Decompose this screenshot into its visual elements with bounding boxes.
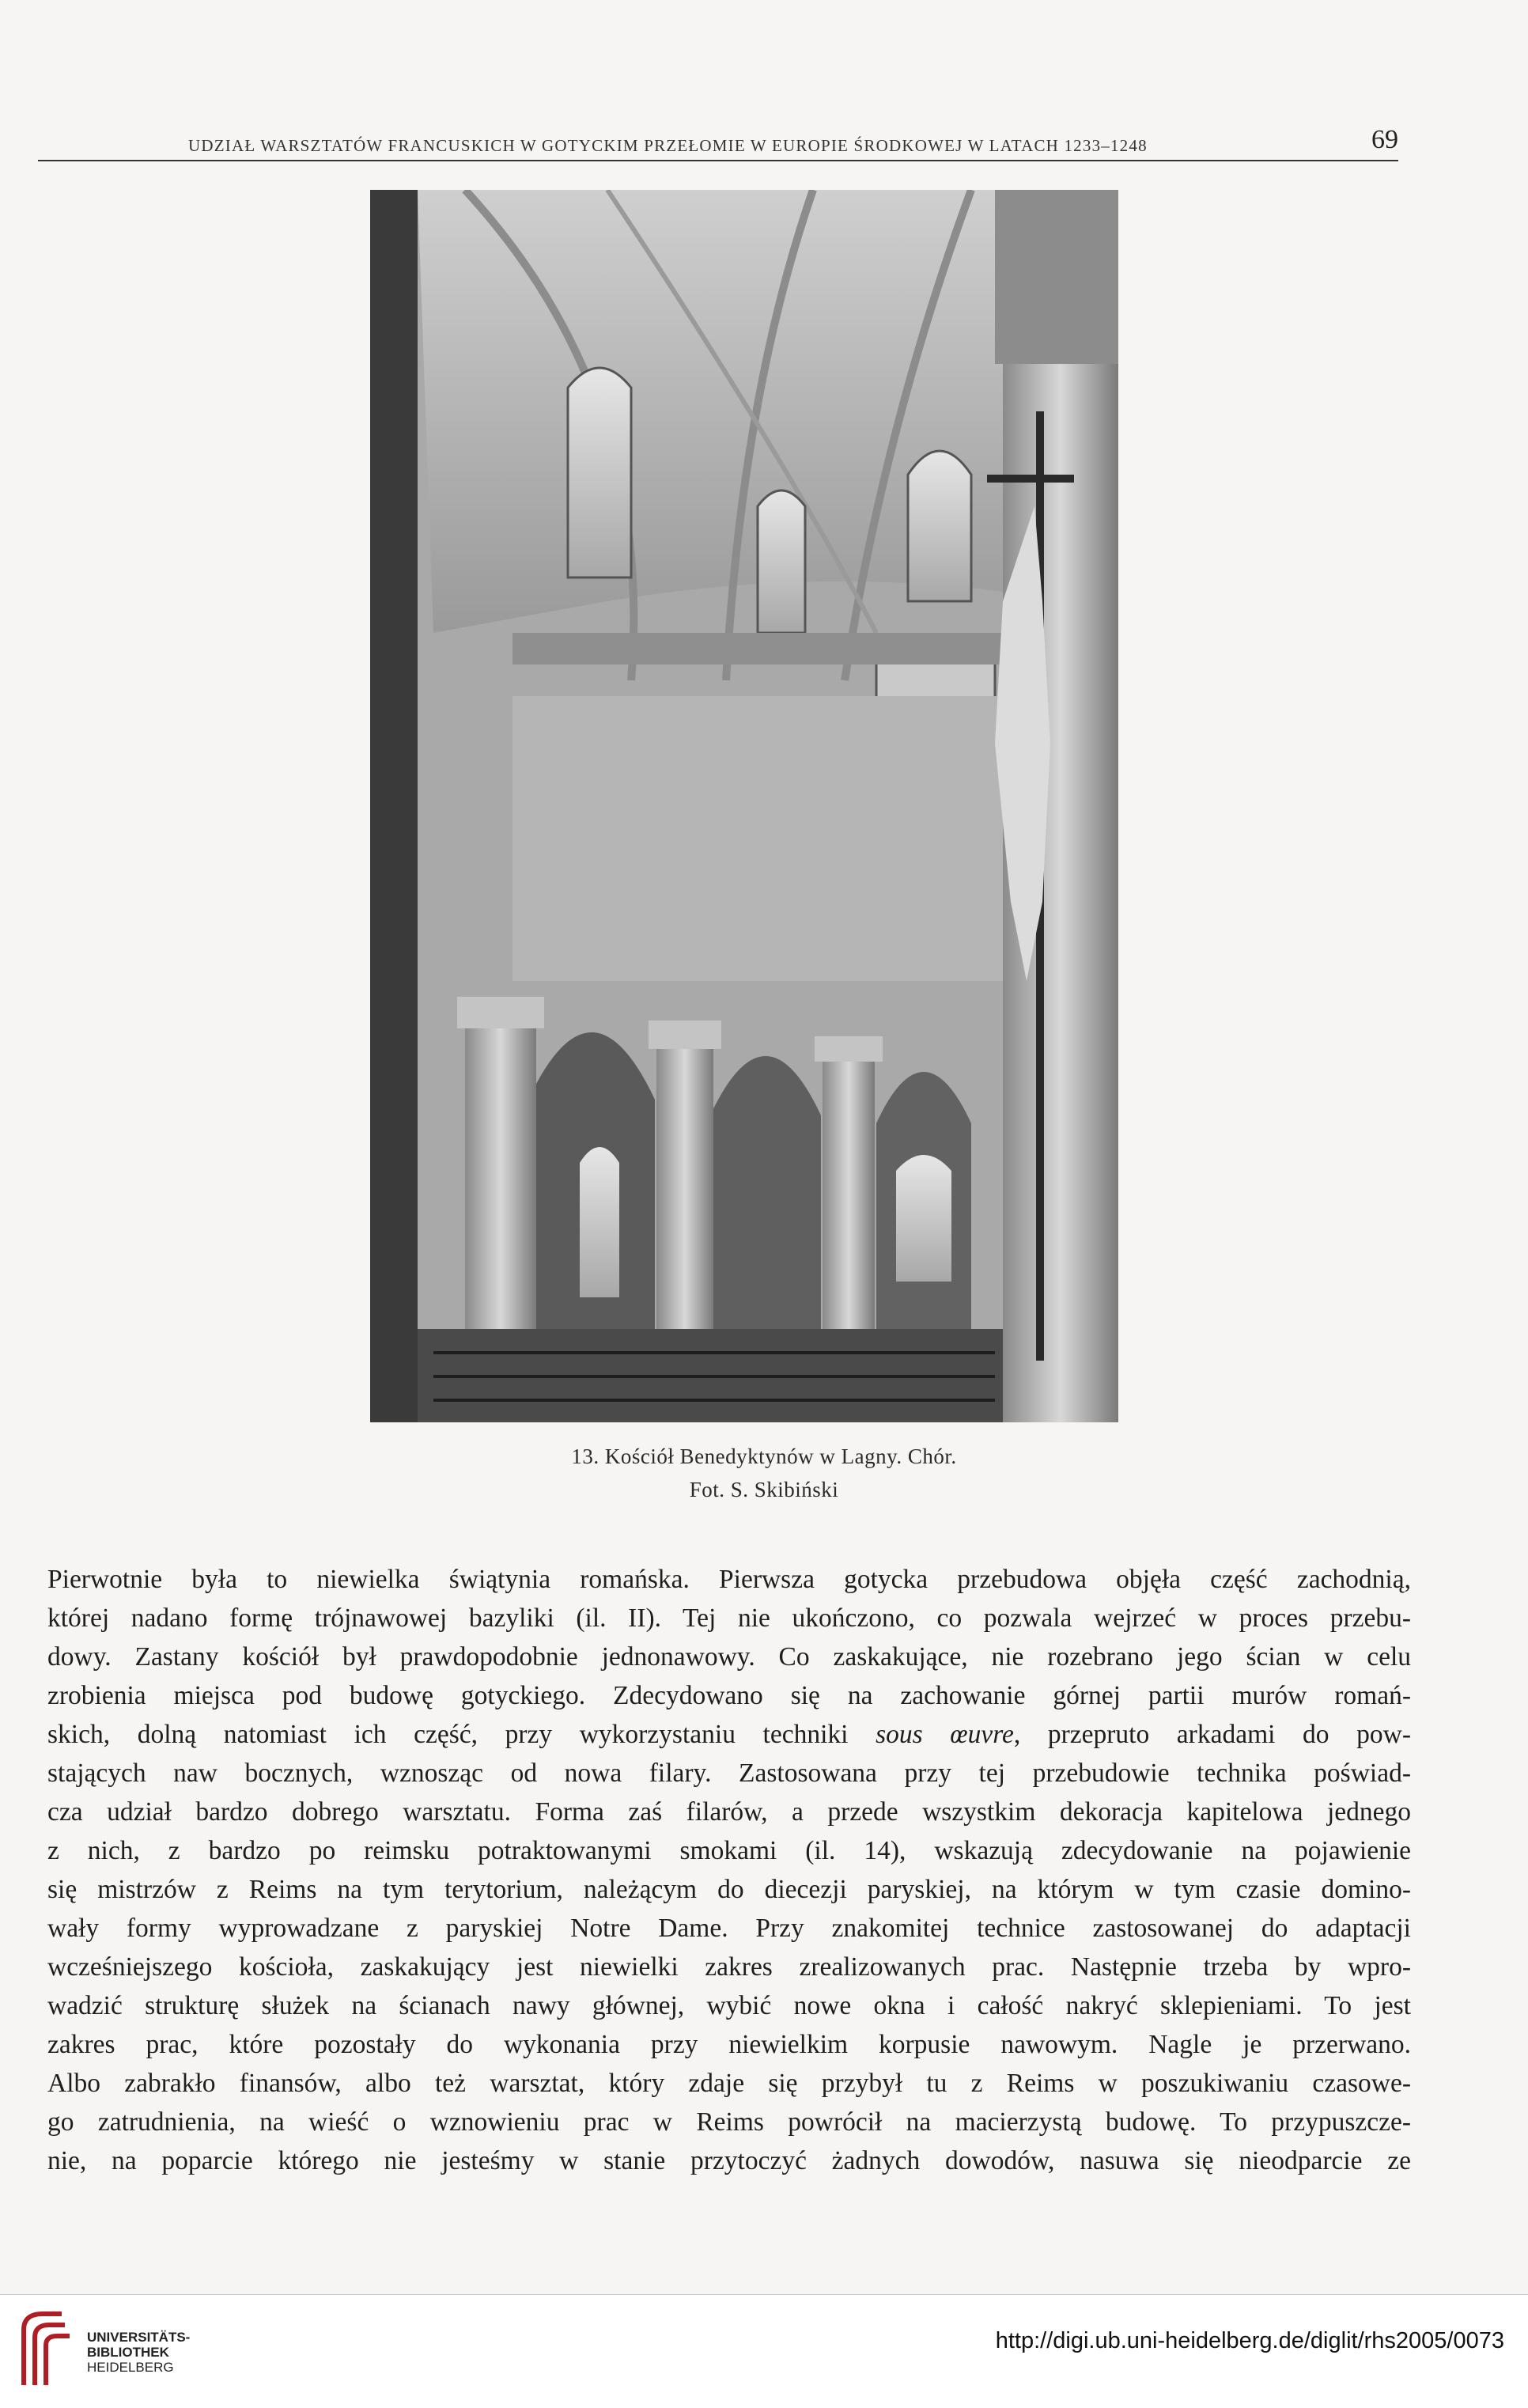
text-line: stających naw bocznych, wznosząc od nowa filary. Zastosowana przy tej przebudowie technika poświad-	[47, 1759, 1411, 1788]
italic-term: sous œuvre	[876, 1720, 1014, 1749]
text-line: zakres prac, które pozostały do wykonania przy niewielkim korpusie nawowym. Nagle je przerwano.	[47, 2030, 1411, 2059]
text-line: której nadano formę trójnawowej bazyliki (il. II). Tej nie ukończono, co pozwala wejrzeć w proces przebu-	[47, 1603, 1411, 1633]
text-line: zrobienia miejsca pod budowę gotyckiego. Zdecydowano się na zachowanie górnej partii murów romań-	[47, 1681, 1411, 1710]
text-line: wcześniejszego kościoła, zaskakujący jest niewielki zakres zrealizowanych prac. Następnie trzeba by wpro-	[47, 1952, 1411, 1982]
library-logo-icon	[14, 2306, 78, 2393]
logo-line-1: UNIVERSITÄTS-	[87, 2330, 191, 2345]
source-url-link[interactable]: http://digi.ub.uni-heidelberg.de/diglit/rhs2005/0073	[995, 2328, 1504, 2353]
cathedral-choir-photo	[370, 190, 1118, 1422]
text-line: skich, dolną natomiast ich część, przy wykorzystaniu techniki sous œuvre, przepruto arkadami do pow-	[47, 1720, 1411, 1749]
text-line: dowy. Zastany kościół był prawdopodobnie jednonawowy. Co zaskakujące, nie rozebrano jego ścian w celu	[47, 1642, 1411, 1672]
text-line: Pierwotnie była to niewielka świątynia romańska. Pierwsza gotycka przebudowa objęła część zachodnią,	[47, 1565, 1411, 1594]
text-line: się mistrzów z Reims na tym terytorium, należącym do diecezji paryskiej, na którym w tym czasie domino-	[47, 1875, 1411, 1904]
footer	[0, 2294, 1528, 2408]
page-number: 69	[1371, 125, 1398, 154]
text-line: Albo zabrakło finansów, albo też warsztat, który zdaje się przybył tu z Reims w poszukiwaniu czasowe-	[47, 2069, 1411, 2098]
text-line: wały formy wyprowadzane z paryskiej Notre Dame. Przy znakomitej technice zastosowanej do adaptacji	[47, 1914, 1411, 1943]
figure-credit: Fot. S. Skibiński	[689, 1478, 839, 1501]
running-title: UDZIAŁ WARSZTATÓW FRANCUSKICH W GOTYCKIM PRZEŁOMIE W EUROPIE ŚRODKOWEJ W LATACH 1233–1248	[188, 136, 1148, 155]
body-text	[47, 1560, 1411, 2180]
logo-line-3: HEIDELBERG	[87, 2360, 174, 2375]
text-line: cza udział bardzo dobrego warsztatu. Forma zaś filarów, a przede wszystkim dekoracja kapitelowa jednego	[47, 1797, 1411, 1827]
figure-caption: 13. Kościół Benedyktynów w Lagny. Chór.	[571, 1444, 957, 1468]
logo-line-2: BIBLIOTHEK	[87, 2345, 169, 2360]
text-line: wadzić strukturę służek na ścianach nawy głównej, wybić nowe okna i całość nakryć sklepieniami. To jest	[47, 1991, 1411, 2020]
library-logo[interactable]	[14, 2306, 236, 2393]
text-line: go zatrudnienia, na wieść o wznowieniu prac w Reims powrócił na macierzystą budowę. To przypuszcze-	[47, 2107, 1411, 2137]
text-line: z nich, z bardzo po reimsku potraktowanymi smokami (il. 14), wskazują zdecydowanie na pojawienie	[47, 1836, 1411, 1865]
text-line: nie, na poparcie którego nie jesteśmy w stanie przytoczyć żadnych dowodów, nasuwa się nieodparcie ze	[47, 2146, 1411, 2175]
running-header	[38, 125, 1398, 161]
